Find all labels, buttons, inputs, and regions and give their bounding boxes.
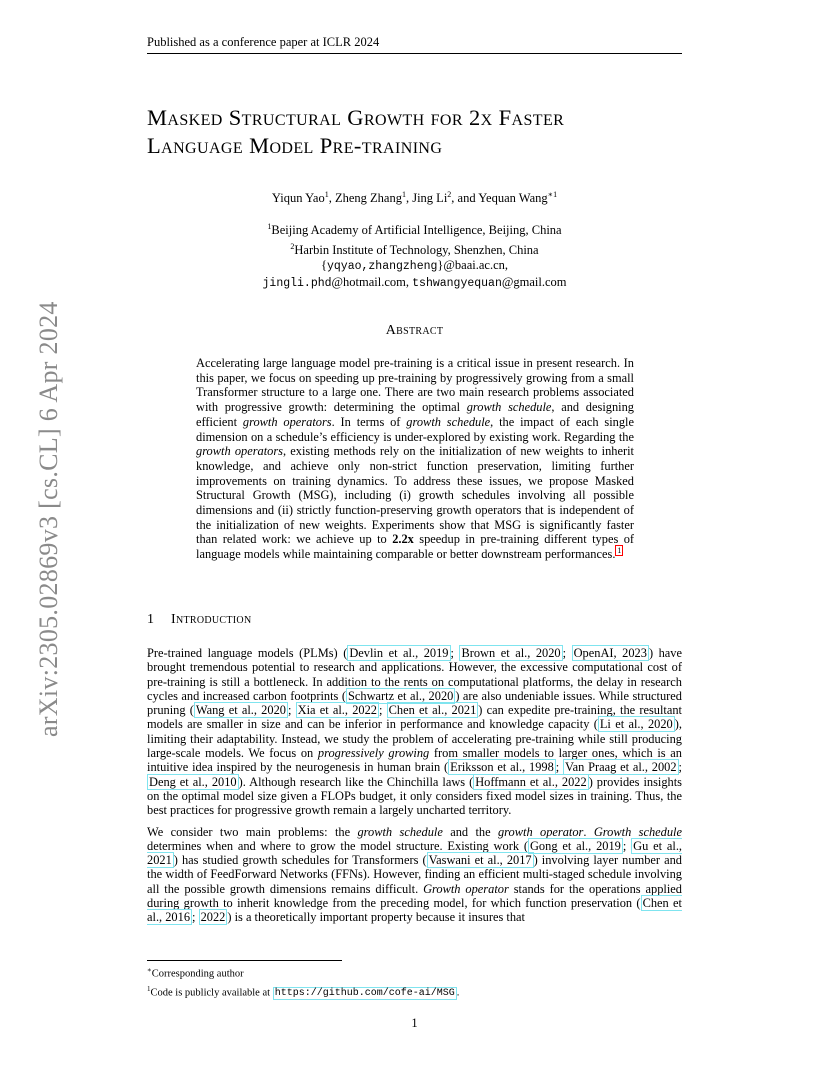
paper-title bbox=[147, 104, 687, 160]
code-url-link[interactable]: https://github.com/cofe-ai/MSG bbox=[274, 988, 455, 999]
footnote-divider bbox=[147, 960, 342, 961]
email-user-2: jingli.phd bbox=[262, 276, 332, 290]
affiliations bbox=[147, 219, 682, 291]
citation-link[interactable]: Chen et al., 2021 bbox=[388, 703, 477, 718]
email-line-1: {yqyao,zhangzheng}@baai.ac.cn, bbox=[320, 258, 509, 274]
running-header: Published as a conference paper at ICLR 2024 bbox=[147, 35, 682, 54]
author-1: Yiqun Yao bbox=[271, 191, 325, 206]
affiliation-2: $^2$Harbin Institute of Technology, Shenzhen, China bbox=[290, 241, 539, 257]
citation-link[interactable]: Hoffmann et al., 2022 bbox=[475, 774, 587, 789]
citation-link[interactable]: Deng et al., 2010 bbox=[149, 774, 237, 789]
citation-link[interactable]: Van Praag et al., 2002 bbox=[565, 760, 677, 775]
citation-link[interactable]: Vaswani et al., 2017 bbox=[428, 853, 532, 868]
page-number: 1 bbox=[411, 1016, 418, 1030]
section-heading-introduction bbox=[147, 612, 251, 628]
arxiv-identifier-stamp: arXiv:2305.02869v3 [cs.CL] 6 Apr 2024 bbox=[34, 301, 63, 737]
citation-link[interactable]: Chen et al., 2016 bbox=[147, 896, 682, 925]
author-list: Yiqun Yao$^1$, Zheng Zhang$^1$, Jing Li$^2$, and Yequan Wang$^{∗1}$ bbox=[271, 190, 558, 206]
footnote-link-1[interactable]: 1 bbox=[617, 546, 622, 556]
abstract-text: Accelerating large language model pre-training is a critical issue in present research. In this paper, we focus on speeding up pre-training by progressively growing from a small Transformer structure to a large one. There are two main research problems associated with progressive growth: determining the optimal growth schedule, and designing efficient growth operators. In terms of growth schedule, the impact of each single dimension on a schedule’s efficiency is under-explored by existing work. Regarding the growth operators, existing methods rely on the initialization of new weights to inherit knowledge, and achieve only non-strict function preservation, limiting further improvements on training dynamics. To address these issues, we propose Masked Structural Growth (MSG), including (i) growth schedules involving all possible dimensions and (ii) strictly function-preserving growth operators that is independent of the initialization of new weights. Experiments show that MSG is significantly faster than related work: we achieve up to 2.2x speedup in pre-training different types of language models while maintaining comparable or better downstream performances. $^1$ bbox=[196, 356, 635, 562]
footnote-corresponding: ∗Corresponding author bbox=[147, 966, 244, 980]
footnote-code: $^1$Code is publicly available at https://github.com/cofe-ai/MSG . bbox=[147, 984, 460, 999]
citation-link[interactable]: Gong et al., 2019 bbox=[529, 838, 621, 853]
citation-link[interactable]: Xia et al., 2022 bbox=[297, 703, 377, 718]
paragraph-1: Pre-trained language models (PLMs) ( Devlin et al., 2019 ; Brown et al., 2020 ; OpenAI, 2023 ) have brought tremendous potential to research and applications. However, the excessive computational cost of pre-training is still a bottleneck. In addition to the rents on computational platforms, the delay in research cycles and increased carbon footprints ( Schwartz et al., 2020 ) are also undeniable issues. While structured pruning ( Wang et al., 2020 ; Xia et al., 2022 ; Chen et al., 2021 ) can expedite pre-training, the resultant models are smaller in size and can be inferior in performance and knowledge capacity ( Li et al., 2020 ), limiting their adaptability. Instead, we study the problem of accelerating pre-training while still producing large-scale models. We focus on progressively growing from smaller models to larger ones, which is an intuitive idea inspired by the neurogenesis in human brain ( Eriksson et al., 1998 ; Van Praag et al., 2002 ; Deng et al., 2010 ). Although research like the Chinchilla laws ( Hoffmann et al., 2022 ) provides insights on the optimal model size given a FLOPs budget, it only considers fixed model sizes in training. Thus, the best practices for progressive growth remain a largely uncharted territory. bbox=[147, 646, 683, 818]
title-line-1: Masked Structural Growth for 2x Faster bbox=[147, 105, 565, 130]
citation-link[interactable]: Brown et al., 2020 bbox=[461, 646, 561, 660]
citation-link[interactable]: Gu et al., 2021 bbox=[147, 838, 683, 868]
citation-link[interactable]: Eriksson et al., 1998 bbox=[450, 760, 554, 775]
citation-link[interactable]: Devlin et al., 2019 bbox=[349, 646, 449, 660]
citation-link[interactable]: OpenAI, 2023 bbox=[573, 646, 647, 660]
author-4: and Yequan Wang bbox=[457, 191, 548, 206]
email-line-2: jingli.phd@hotmail.com, tshwangyequan@gmail.com bbox=[262, 274, 567, 290]
author-2: Zheng Zhang bbox=[334, 191, 402, 206]
email-user-3: tshwangyequan bbox=[412, 276, 502, 290]
citation-link[interactable]: 2022 bbox=[200, 910, 226, 925]
section-number: 1 bbox=[147, 612, 154, 627]
author-3: Jing Li bbox=[412, 191, 448, 206]
citation-link[interactable]: Schwartz et al., 2020 bbox=[347, 688, 454, 703]
citation-link[interactable]: Wang et al., 2020 bbox=[195, 703, 286, 718]
introduction-body bbox=[147, 646, 682, 932]
affiliation-1: $^1$Beijing Academy of Artificial Intelligence, Beijing, China bbox=[267, 222, 562, 238]
citation-link[interactable]: Li et al., 2020 bbox=[599, 717, 673, 732]
email-users-1: yqyao,zhangzheng bbox=[326, 260, 438, 274]
paragraph-2: We consider two main problems: the growth schedule and the growth operator. Growth schedule determines when and where to grow the model structure. Existing work ( Gong et al., 2019 ; Gu et al., 2021 ) has studied growth schedules for Transformers ( Vaswani et al., 2017 ) involving layer number and the width of FeedForward Networks (FFNs). However, finding an efficient multi-staged schedule involving all the possible growth dimensions remains difficult. Growth operator stands for the operations applied during growth to inherit knowledge from the preceding model, for which function preservation ( Chen et al., 2016 ; 2022 ) is a theoretically important property because it insures that bbox=[147, 824, 683, 925]
abstract-heading: Abstract bbox=[385, 323, 444, 338]
footnotes bbox=[147, 963, 682, 1001]
title-line-2: Language Model Pre-training bbox=[147, 133, 443, 158]
section-title: Introduction bbox=[171, 612, 252, 627]
